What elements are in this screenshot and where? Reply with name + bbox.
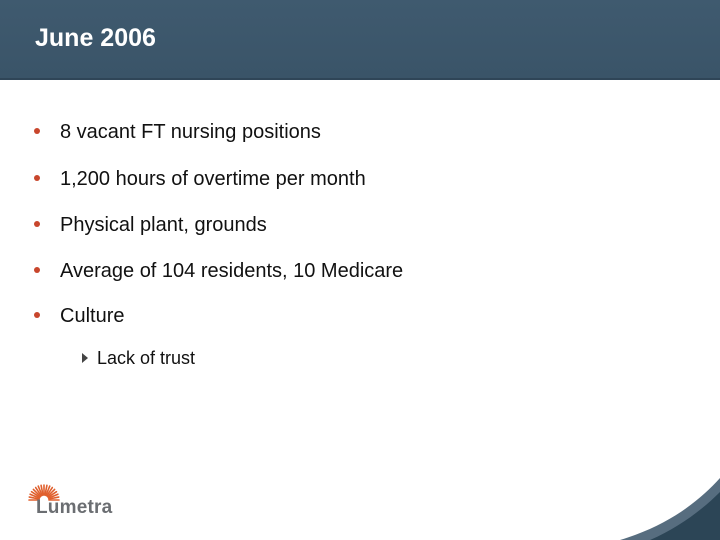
sub-bullet-text: Lack of trust xyxy=(97,347,196,368)
bullet-text: 8 vacant FT nursing positions xyxy=(60,120,321,143)
sub-bullet-item xyxy=(82,345,195,371)
slide-title: June 2006 xyxy=(35,24,156,52)
bullet-dot-icon xyxy=(34,312,40,318)
bullet-dot-icon xyxy=(34,128,40,134)
bullet-item xyxy=(34,118,321,146)
bullet-dot-icon xyxy=(34,221,40,227)
bullet-item xyxy=(34,257,403,285)
arrow-right-icon xyxy=(82,353,88,363)
bullet-dot-icon xyxy=(34,267,40,273)
bullet-text: Physical plant, grounds xyxy=(60,213,267,236)
corner-swoosh xyxy=(580,470,720,540)
bullet-text: 1,200 hours of overtime per month xyxy=(60,167,366,190)
bullet-text: Average of 104 residents, 10 Medicare xyxy=(60,259,404,282)
bullet-text: Culture xyxy=(60,304,125,327)
bullet-dot-icon xyxy=(34,175,40,181)
logo-wordmark: Lumetra xyxy=(36,497,113,518)
bullet-item xyxy=(34,165,366,193)
bullet-item xyxy=(34,302,124,330)
bullet-item xyxy=(34,211,267,239)
title-bar xyxy=(0,0,720,80)
